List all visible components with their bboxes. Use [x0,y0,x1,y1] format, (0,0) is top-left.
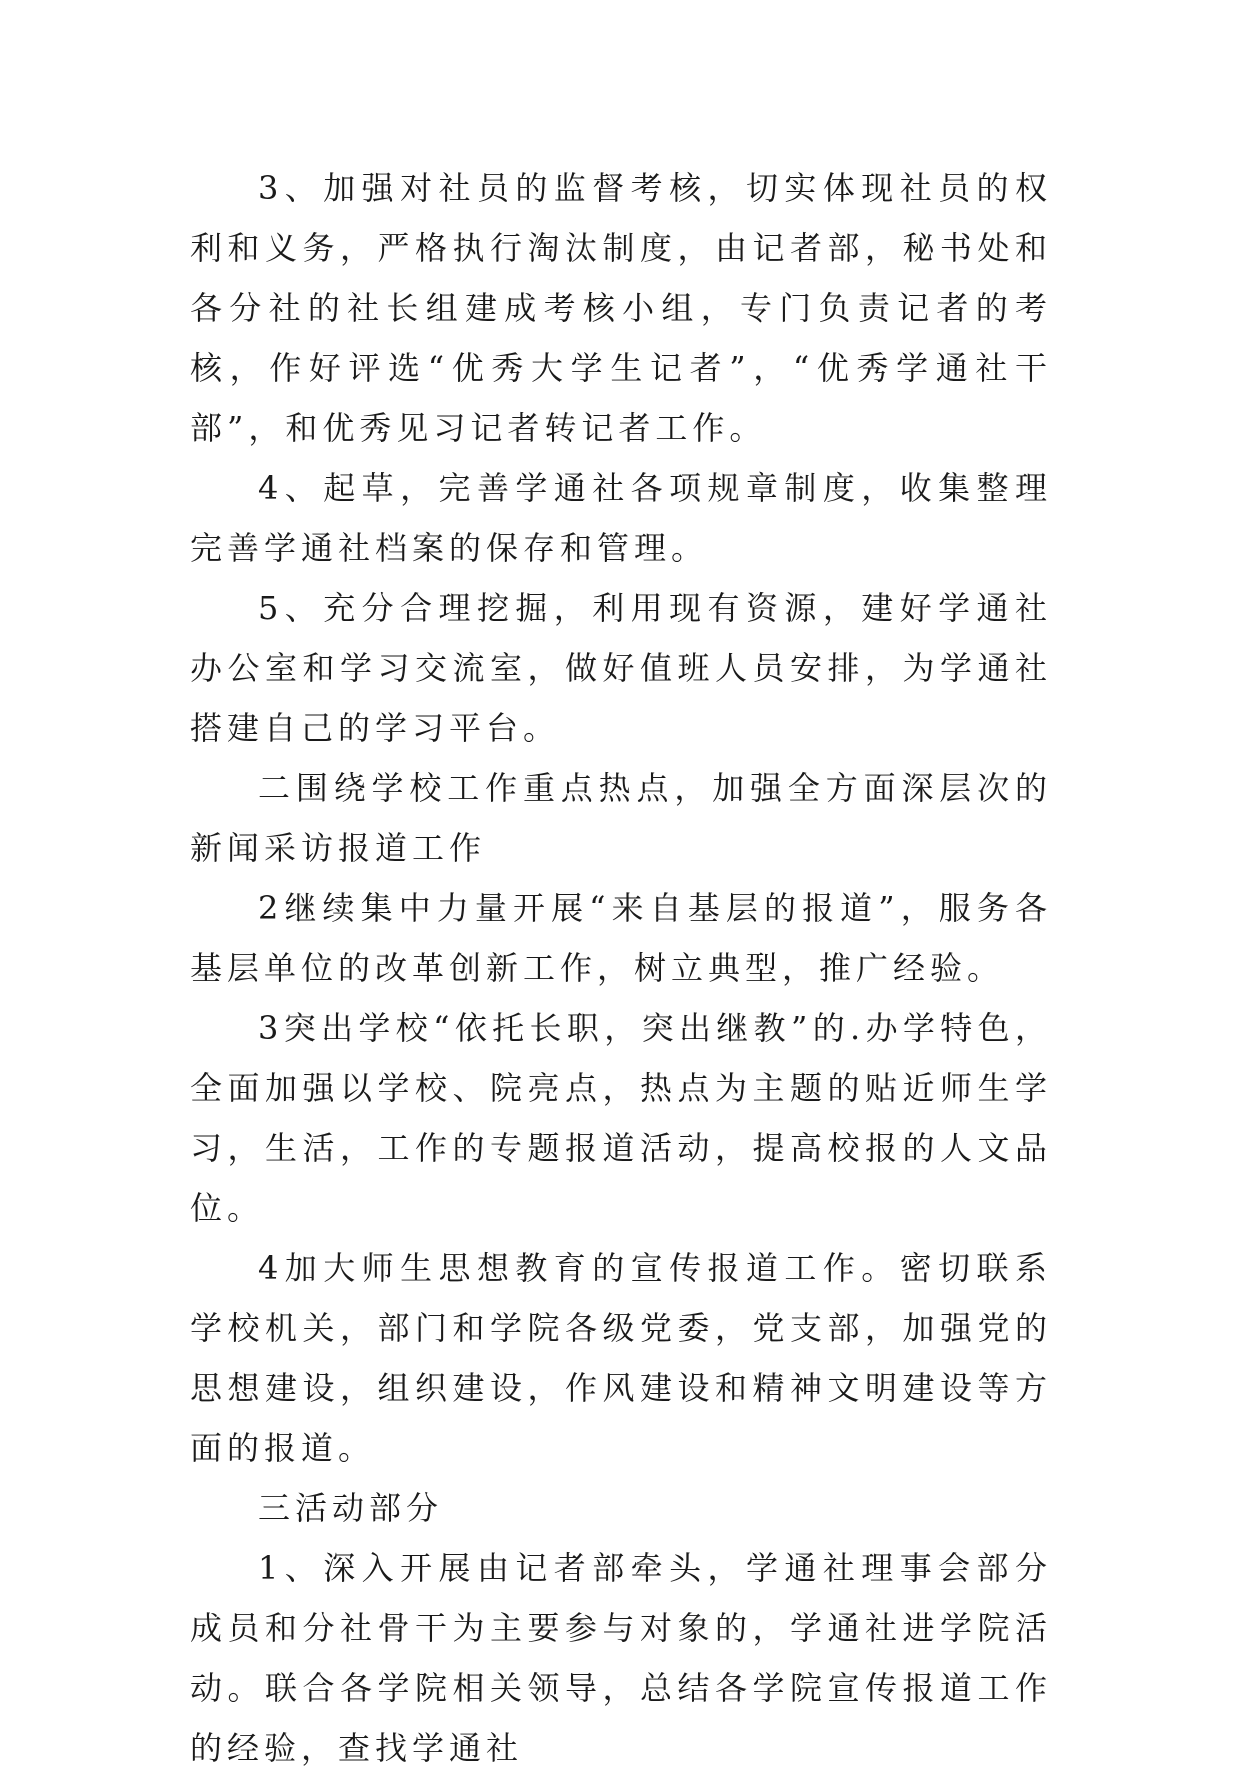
paragraph-member-assessment: 3、加强对社员的监督考核，切实体现社员的权利和义务，严格执行淘汰制度，由记者部，秘书处和各分社的社长组建成考核小组，专门负责记者的考核，作好评选“优秀大学生记者”，“优秀学通社干部”，和优秀见习记者转记者工作。 [190,169,1052,447]
section-heading-news-reporting: 二围绕学校工作重点热点，加强全方面深层次的新闻采访报道工作 [190,769,1052,867]
paragraph-college-activities: 1、深入开展由记者部牵头，学通社理事会部分成员和分社骨干为主要参与对象的，学通社进学院活动。联合各学院相关领导，总结各学院宣传报道工作的经验，查找学通社 [190,1549,1052,1767]
paragraph-school-features: 3突出学校“依托长职，突出继教”的.办学特色，全面加强以学校、院亮点，热点为主题的贴近师生学习，生活，工作的专题报道活动，提高校报的人文品位。 [190,1009,1052,1227]
section-heading-activities: 三活动部分 [258,1489,444,1527]
document-body [190,158,1052,1778]
paragraph-regulations: 4、起草，完善学通社各项规章制度，收集整理完善学通社档案的保存和管理。 [190,469,1052,567]
paragraph-ideological-education: 4加大师生思想教育的宣传报道工作。密切联系学校机关，部门和学院各级党委，党支部，加强党的思想建设，组织建设，作风建设和精神文明建设等方面的报道。 [190,1249,1052,1467]
paragraph-resources: 5、充分合理挖掘，利用现有资源，建好学通社办公室和学习交流室，做好值班人员安排，为学通社搭建自己的学习平台。 [190,589,1052,747]
paragraph-grassroots-reporting: 2继续集中力量开展“来自基层的报道”，服务各基层单位的改革创新工作，树立典型，推广经验。 [190,889,1052,987]
